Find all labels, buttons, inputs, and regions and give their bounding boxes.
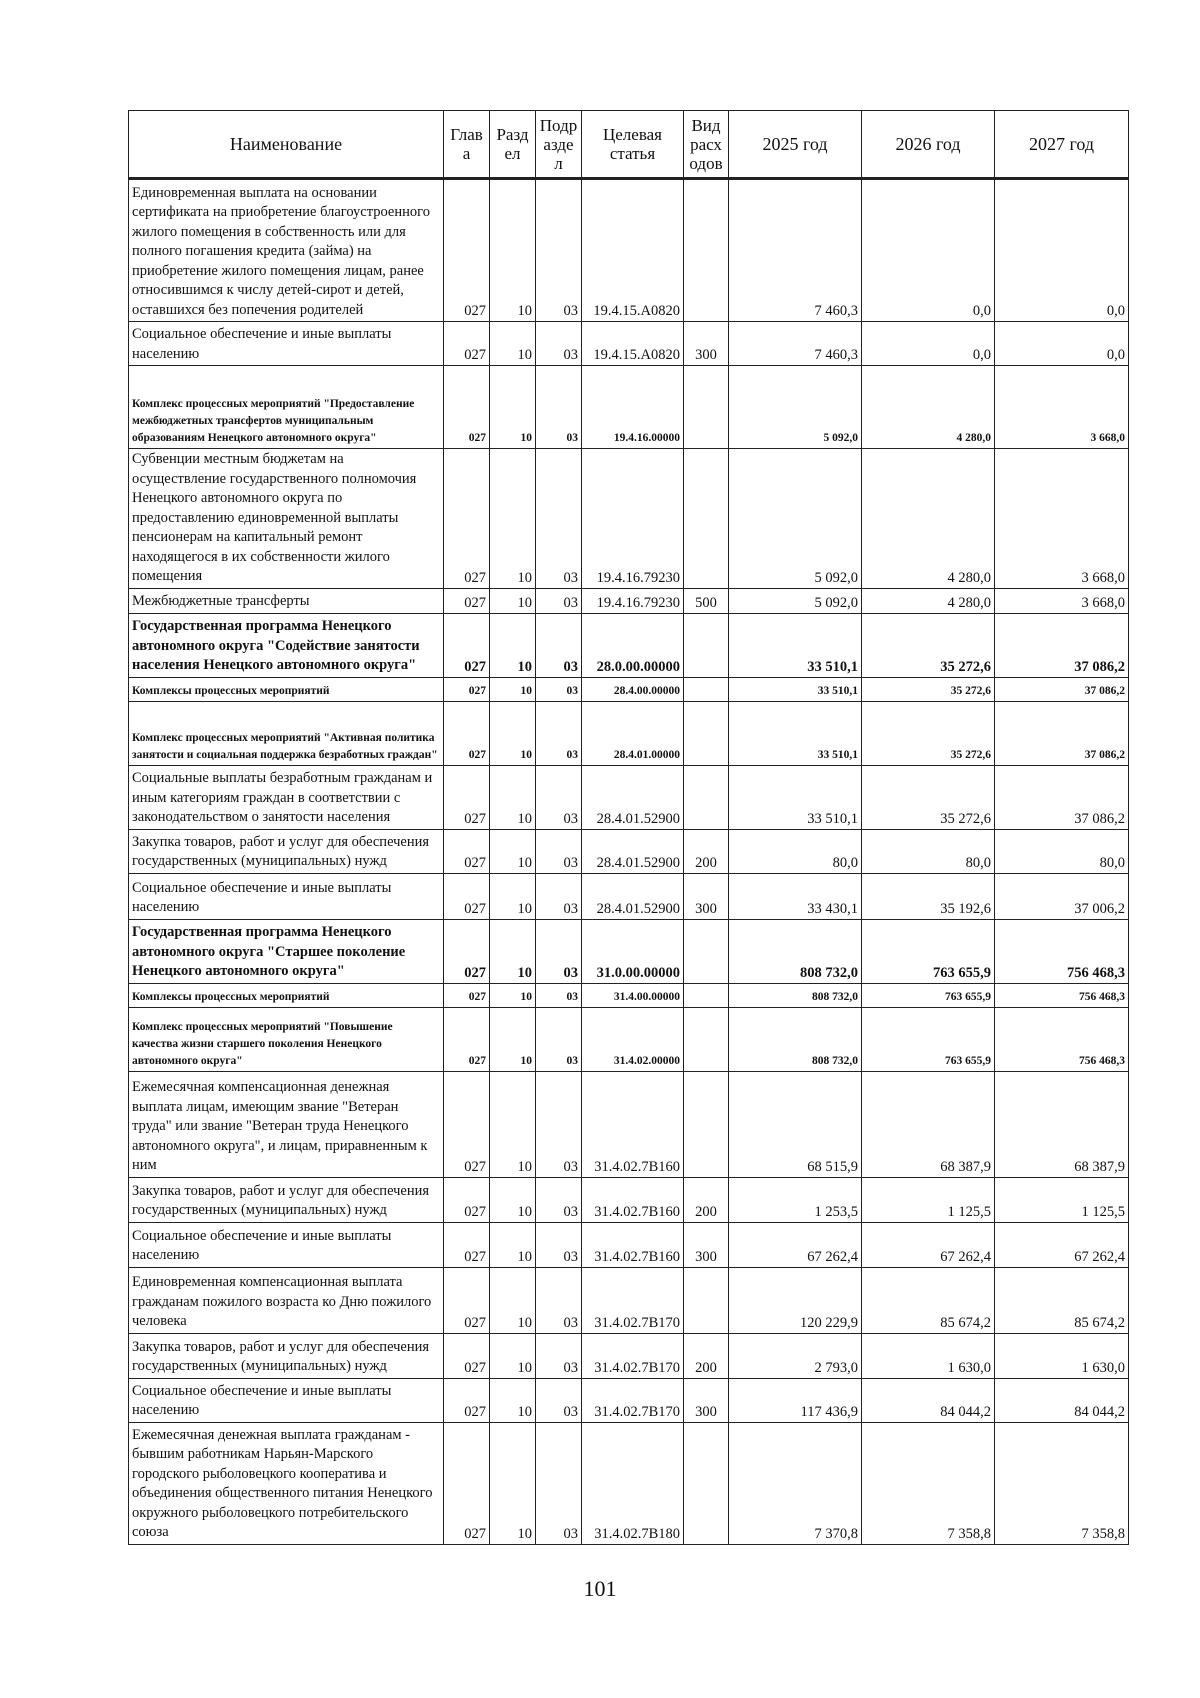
table-row [129,449,1129,589]
table-row [129,873,1129,919]
row-target: 28.4.01.52900 [582,765,684,829]
row-name: Закупка товаров, работ и услуг для обеспечения государственных (муниципальных) нужд [129,1333,444,1378]
row-podrazdel: 03 [536,366,582,449]
row-glava: 027 [444,613,490,677]
row-2026: 1 630,0 [862,1333,995,1378]
row-vid [684,765,729,829]
row-glava: 027 [444,983,490,1007]
row-2026: 35 192,6 [862,873,995,919]
row-target: 28.0.00.00000 [582,613,684,677]
row-name: Единовременная выплата на основании сертификата на приобретение благоустроенного жилого помещения в собственность или для полного погашения кредита (займа) на приобретение жилого помещения лицам, ранее относившимся к числу детей-сирот и детей, оставшихся без попечения родителей [129,179,444,322]
row-2025: 7 460,3 [729,179,862,322]
row-target: 31.4.02.7В180 [582,1422,684,1544]
row-2027: 756 468,3 [995,983,1129,1007]
row-2026: 4 280,0 [862,588,995,613]
row-glava: 027 [444,1267,490,1333]
row-razdel: 10 [490,1333,536,1378]
row-2027: 3 668,0 [995,366,1129,449]
row-name: Единовременная компенсационная выплата гражданам пожилого возраста ко Дню пожилого человека [129,1267,444,1333]
header-vid: Вид расх одов [684,111,729,179]
row-glava: 027 [444,588,490,613]
table-row [129,829,1129,873]
row-podrazdel: 03 [536,1177,582,1222]
row-glava: 027 [444,1333,490,1378]
row-razdel: 10 [490,1378,536,1422]
table-header-row [129,111,1129,179]
row-glava: 027 [444,829,490,873]
row-vid: 500 [684,588,729,613]
table-row [129,588,1129,613]
table-row [129,983,1129,1007]
row-2025: 5 092,0 [729,449,862,589]
row-name: Социальное обеспечение и иные выплаты населению [129,1378,444,1422]
row-razdel: 10 [490,179,536,322]
table-row [129,1071,1129,1177]
row-2027: 1 630,0 [995,1333,1129,1378]
row-vid [684,919,729,983]
header-2026: 2026 год [862,111,995,179]
row-name: Государственная программа Ненецкого автономного округа "Содействие занятости населения Ненецкого автономного округа" [129,613,444,677]
table-row [129,677,1129,701]
row-2025: 33 510,1 [729,613,862,677]
row-razdel: 10 [490,1177,536,1222]
row-2026: 35 272,6 [862,765,995,829]
row-name: Комплекс процессных мероприятий "Повышение качества жизни старшего поколения Ненецкого автономного округа" [129,1007,444,1071]
table-row [129,179,1129,322]
row-target: 31.4.02.7В170 [582,1378,684,1422]
row-glava: 027 [444,1071,490,1177]
row-razdel: 10 [490,588,536,613]
row-target: 19.4.16.79230 [582,588,684,613]
row-2027: 756 468,3 [995,919,1129,983]
row-target: 28.4.01.52900 [582,873,684,919]
row-name: Социальные выплаты безработным гражданам и иным категориям граждан в соответствии с законодательством о занятости населения [129,765,444,829]
row-2025: 5 092,0 [729,588,862,613]
table-row [129,765,1129,829]
row-2025: 7 370,8 [729,1422,862,1544]
header-2025: 2025 год [729,111,862,179]
row-podrazdel: 03 [536,588,582,613]
row-vid [684,1422,729,1544]
header-glava: Глав а [444,111,490,179]
row-2025: 808 732,0 [729,983,862,1007]
row-target: 28.4.01.00000 [582,701,684,765]
row-razdel: 10 [490,829,536,873]
row-razdel: 10 [490,765,536,829]
row-vid [684,449,729,589]
row-vid: 300 [684,873,729,919]
table-row [129,1422,1129,1544]
row-2026: 35 272,6 [862,701,995,765]
row-target: 19.4.15.А0820 [582,179,684,322]
row-podrazdel: 03 [536,829,582,873]
row-2027: 85 674,2 [995,1267,1129,1333]
budget-table [128,110,1129,1545]
header-podrazdel: Подр азде л [536,111,582,179]
row-2025: 80,0 [729,829,862,873]
row-name: Социальное обеспечение и иные выплаты населению [129,873,444,919]
row-target: 31.4.02.7В160 [582,1177,684,1222]
row-podrazdel: 03 [536,1007,582,1071]
row-2025: 808 732,0 [729,919,862,983]
row-razdel: 10 [490,677,536,701]
row-target: 28.4.00.00000 [582,677,684,701]
row-razdel: 10 [490,983,536,1007]
row-name: Государственная программа Ненецкого автономного округа "Старшее поколение Ненецкого автономного округа" [129,919,444,983]
row-glava: 027 [444,179,490,322]
table-body [129,179,1129,1545]
row-2027: 7 358,8 [995,1422,1129,1544]
row-2025: 68 515,9 [729,1071,862,1177]
row-2026: 85 674,2 [862,1267,995,1333]
row-2025: 120 229,9 [729,1267,862,1333]
row-podrazdel: 03 [536,1422,582,1544]
row-vid [684,613,729,677]
row-2027: 0,0 [995,179,1129,322]
row-2027: 37 086,2 [995,765,1129,829]
table-row [129,1177,1129,1222]
page-number: 101 [583,1576,617,1601]
row-2025: 2 793,0 [729,1333,862,1378]
row-vid: 300 [684,1378,729,1422]
row-name: Закупка товаров, работ и услуг для обеспечения государственных (муниципальных) нужд [129,1177,444,1222]
row-name: Ежемесячная денежная выплата гражданам - бывшим работникам Нарьян-Марского городского рыболовецкого кооператива и объединения общественного питания Ненецкого окружного рыболовецкого потребительского союза [129,1422,444,1544]
row-2025: 7 460,3 [729,322,862,366]
row-vid: 200 [684,1333,729,1378]
row-vid [684,1007,729,1071]
row-podrazdel: 03 [536,701,582,765]
row-razdel: 10 [490,1222,536,1267]
row-target: 31.4.02.7В170 [582,1333,684,1378]
row-2025: 808 732,0 [729,1007,862,1071]
table-row [129,1007,1129,1071]
row-razdel: 10 [490,919,536,983]
row-2026: 35 272,6 [862,613,995,677]
row-2026: 84 044,2 [862,1378,995,1422]
row-vid [684,983,729,1007]
header-name: Наименование [129,111,444,179]
row-2026: 35 272,6 [862,677,995,701]
table-row [129,701,1129,765]
row-2027: 3 668,0 [995,449,1129,589]
row-2026: 763 655,9 [862,1007,995,1071]
row-razdel: 10 [490,449,536,589]
row-podrazdel: 03 [536,919,582,983]
row-name: Комплекс процессных мероприятий "Активная политика занятости и социальная поддержка безработных граждан" [129,701,444,765]
row-vid: 300 [684,322,729,366]
header-target: Целевая статья [582,111,684,179]
row-2025: 33 430,1 [729,873,862,919]
table-row [129,1378,1129,1422]
row-2027: 756 468,3 [995,1007,1129,1071]
table-row [129,366,1129,449]
row-razdel: 10 [490,1007,536,1071]
row-name: Комплексы процессных мероприятий [129,983,444,1007]
row-2026: 763 655,9 [862,919,995,983]
row-target: 31.0.00.00000 [582,919,684,983]
row-razdel: 10 [490,1267,536,1333]
table-row [129,1333,1129,1378]
row-podrazdel: 03 [536,322,582,366]
row-target: 19.4.15.А0820 [582,322,684,366]
row-target: 31.4.02.7В160 [582,1222,684,1267]
row-vid [684,179,729,322]
row-target: 28.4.01.52900 [582,829,684,873]
row-glava: 027 [444,1222,490,1267]
row-target: 31.4.02.00000 [582,1007,684,1071]
row-2025: 33 510,1 [729,765,862,829]
row-glava: 027 [444,322,490,366]
row-target: 19.4.16.00000 [582,366,684,449]
header-razdel: Разд ел [490,111,536,179]
row-podrazdel: 03 [536,1071,582,1177]
row-2026: 0,0 [862,179,995,322]
row-name: Субвенции местным бюджетам на осуществление государственного полномочия Ненецкого автономного округа по предоставлению единовременной выплаты пенсионерам на капитальный ремонт находящегося в их собственности жилого помещения [129,449,444,589]
row-razdel: 10 [490,366,536,449]
header-2027: 2027 год [995,111,1129,179]
row-glava: 027 [444,1378,490,1422]
row-2026: 7 358,8 [862,1422,995,1544]
row-2026: 0,0 [862,322,995,366]
row-razdel: 10 [490,701,536,765]
row-2026: 80,0 [862,829,995,873]
row-razdel: 10 [490,1422,536,1544]
row-target: 31.4.02.7В170 [582,1267,684,1333]
table-row [129,613,1129,677]
row-glava: 027 [444,1422,490,1544]
row-vid [684,366,729,449]
row-name: Социальное обеспечение и иные выплаты населению [129,1222,444,1267]
row-2025: 33 510,1 [729,701,862,765]
row-name: Комплекс процессных мероприятий "Предоставление межбюджетных трансфертов муниципальным образованиям Ненецкого автономного округа" [129,366,444,449]
row-2027: 1 125,5 [995,1177,1129,1222]
row-glava: 027 [444,873,490,919]
row-glava: 027 [444,1007,490,1071]
row-podrazdel: 03 [536,449,582,589]
row-podrazdel: 03 [536,1333,582,1378]
row-glava: 027 [444,366,490,449]
row-podrazdel: 03 [536,765,582,829]
row-vid: 200 [684,829,729,873]
row-2025: 1 253,5 [729,1177,862,1222]
row-2026: 67 262,4 [862,1222,995,1267]
row-2027: 84 044,2 [995,1378,1129,1422]
row-glava: 027 [444,677,490,701]
row-2027: 37 086,2 [995,677,1129,701]
table-row [129,1267,1129,1333]
row-2027: 37 086,2 [995,701,1129,765]
row-name: Социальное обеспечение и иные выплаты населению [129,322,444,366]
row-name: Закупка товаров, работ и услуг для обеспечения государственных (муниципальных) нужд [129,829,444,873]
row-razdel: 10 [490,322,536,366]
row-vid: 200 [684,1177,729,1222]
row-podrazdel: 03 [536,1378,582,1422]
row-podrazdel: 03 [536,179,582,322]
row-podrazdel: 03 [536,983,582,1007]
row-2027: 37 006,2 [995,873,1129,919]
table-row [129,322,1129,366]
row-glava: 027 [444,765,490,829]
row-2027: 3 668,0 [995,588,1129,613]
row-2027: 37 086,2 [995,613,1129,677]
row-2027: 67 262,4 [995,1222,1129,1267]
row-2026: 4 280,0 [862,366,995,449]
row-2025: 5 092,0 [729,366,862,449]
row-razdel: 10 [490,613,536,677]
row-name: Комплексы процессных мероприятий [129,677,444,701]
row-vid: 300 [684,1222,729,1267]
row-target: 31.4.00.00000 [582,983,684,1007]
row-2027: 0,0 [995,322,1129,366]
row-podrazdel: 03 [536,1222,582,1267]
row-target: 19.4.16.79230 [582,449,684,589]
row-podrazdel: 03 [536,613,582,677]
row-vid [684,677,729,701]
row-podrazdel: 03 [536,1267,582,1333]
row-2026: 1 125,5 [862,1177,995,1222]
row-razdel: 10 [490,1071,536,1177]
row-vid [684,1267,729,1333]
row-glava: 027 [444,449,490,589]
row-glava: 027 [444,701,490,765]
row-2025: 33 510,1 [729,677,862,701]
row-2026: 763 655,9 [862,983,995,1007]
row-podrazdel: 03 [536,873,582,919]
row-2027: 80,0 [995,829,1129,873]
row-razdel: 10 [490,873,536,919]
row-podrazdel: 03 [536,677,582,701]
table-row [129,919,1129,983]
row-vid [684,701,729,765]
row-glava: 027 [444,1177,490,1222]
table-row [129,1222,1129,1267]
row-2026: 68 387,9 [862,1071,995,1177]
row-2025: 67 262,4 [729,1222,862,1267]
row-target: 31.4.02.7В160 [582,1071,684,1177]
row-name: Ежемесячная компенсационная денежная выплата лицам, имеющим звание "Ветеран труда" или звание "Ветеран труда Ненецкого автономного округа", и лицам, приравненным к ним [129,1071,444,1177]
row-glava: 027 [444,919,490,983]
row-2025: 117 436,9 [729,1378,862,1422]
row-2027: 68 387,9 [995,1071,1129,1177]
row-name: Межбюджетные трансферты [129,588,444,613]
row-2026: 4 280,0 [862,449,995,589]
row-vid [684,1071,729,1177]
